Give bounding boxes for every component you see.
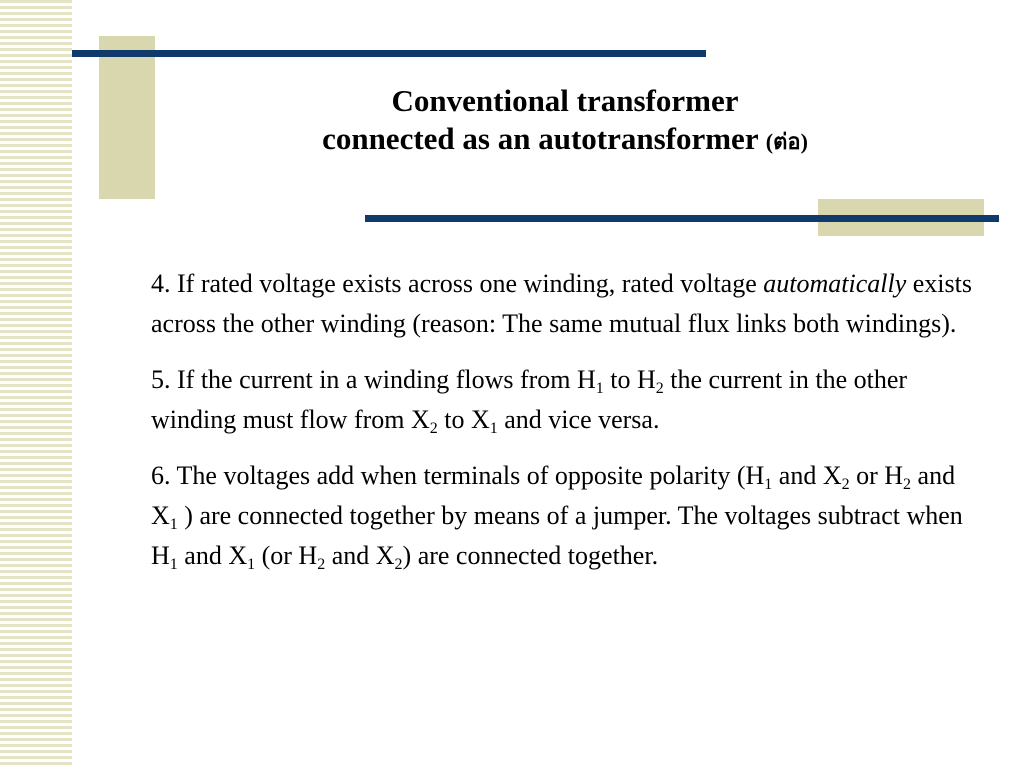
paragraph-6 — [151, 456, 981, 576]
p5-subscript: 2 — [655, 380, 664, 397]
p5-text: and vice versa. — [497, 405, 660, 434]
p6-text: and X — [177, 541, 248, 570]
p5-subscript: 1 — [489, 420, 498, 437]
p6-subscript: 1 — [169, 516, 178, 533]
slide-title — [160, 82, 970, 161]
p6-subscript: 1 — [169, 556, 178, 573]
title-rule-top — [72, 50, 706, 57]
title-line-2 — [160, 120, 970, 161]
left-stripe-decoration — [0, 0, 72, 768]
title-suffix: (ต่อ) — [765, 129, 808, 154]
title-rule-bottom — [365, 215, 999, 222]
p6-subscript: 2 — [903, 476, 912, 493]
p6-text: (or H — [255, 541, 318, 570]
paragraph-5 — [151, 360, 981, 440]
p6-subscript: 2 — [317, 556, 326, 573]
title-line-2-text: connected as an autotransformer — [322, 121, 759, 156]
p6-subscript: 2 — [841, 476, 850, 493]
title-line-1: Conventional transformer — [391, 83, 739, 118]
p6-subscript: 2 — [394, 556, 403, 573]
p4-text-a: 4. If rated voltage exists across one winding, rated voltage — [151, 269, 764, 298]
p6-text: and X — [151, 461, 956, 530]
p6-text: ) are connected together. — [402, 541, 659, 570]
p5-text: the current in the other winding must flow from X — [151, 365, 908, 434]
p6-text: 6. The voltages add when terminals of opposite polarity (H — [151, 461, 765, 490]
accent-block-left — [99, 36, 155, 199]
p6-subscript: 1 — [764, 476, 773, 493]
p6-subscript: 1 — [247, 556, 256, 573]
slide-body — [151, 264, 981, 592]
p6-text: and X — [325, 541, 395, 570]
p5-text: 5. If the current in a winding flows from H — [151, 365, 596, 394]
p5-subscript: 1 — [595, 380, 604, 397]
paragraph-4 — [151, 264, 981, 344]
p6-text: or H — [849, 461, 904, 490]
p5-subscript: 2 — [429, 420, 438, 437]
p5-text: to H — [603, 365, 656, 394]
p5-text: to X — [437, 405, 490, 434]
p4-text-b: exists across the other winding (reason: The same mutual flux links both windings). — [151, 269, 972, 338]
p6-text: and X — [772, 461, 842, 490]
p6-text: ) are connected together by means of a jumper. The voltages subtract when H — [151, 501, 963, 570]
p4-italic: automatically — [763, 269, 907, 298]
